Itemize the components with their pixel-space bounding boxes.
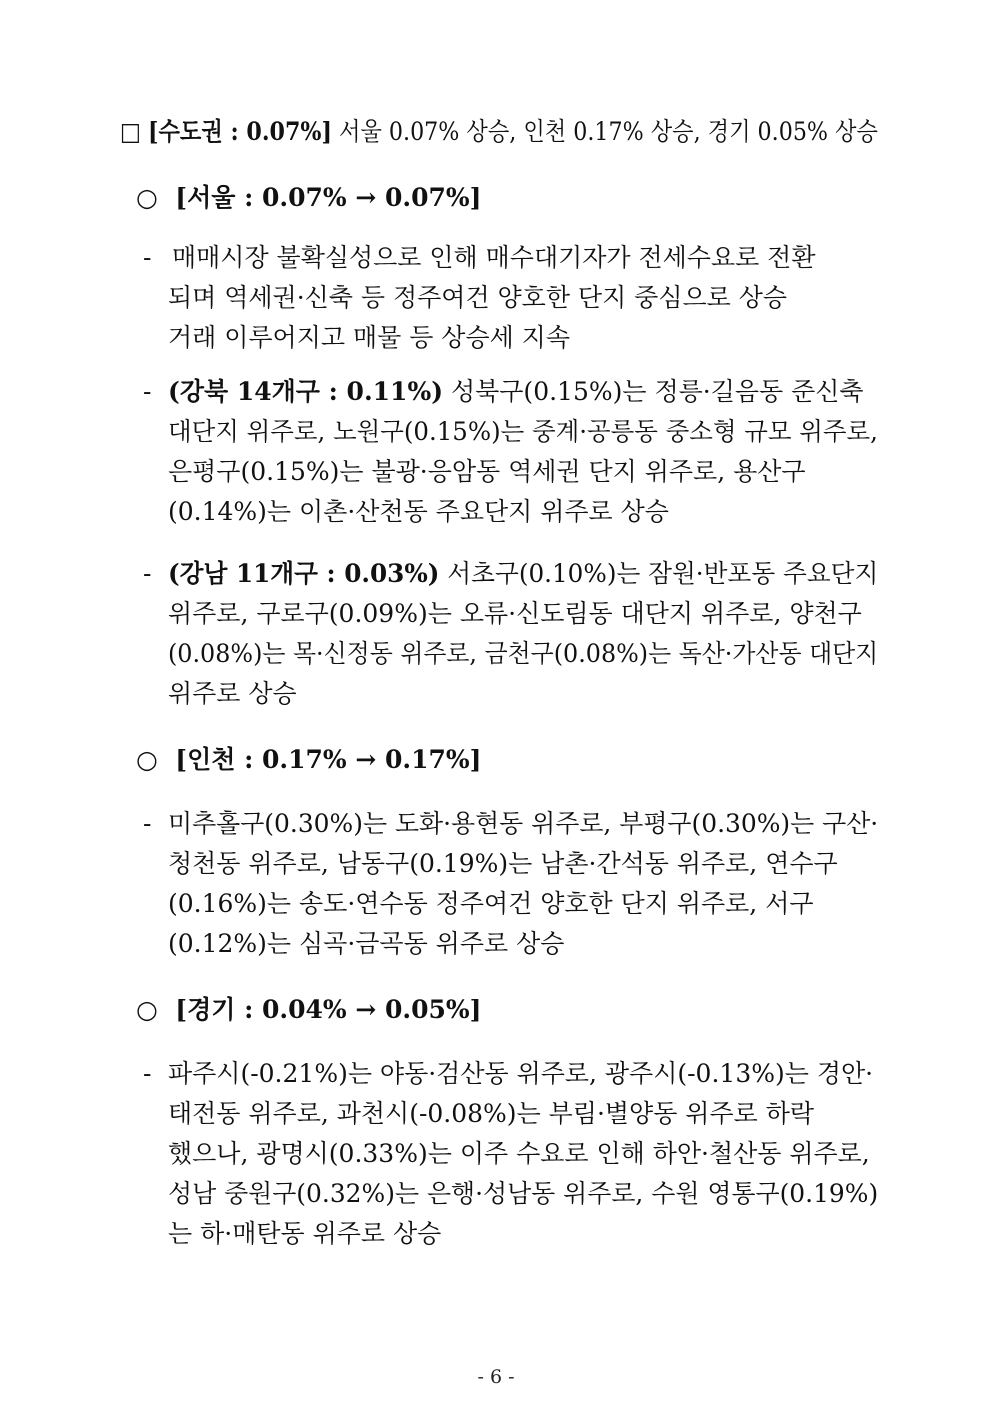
paragraph-line: 는 하·매탄동 위주로 상승 (168, 1219, 442, 1248)
paragraph-line: 청천동 위주로, 남동구(0.19%)는 남촌·간석동 위주로, 연수구 (168, 849, 838, 878)
summary-line (120, 116, 878, 148)
paragraph-line: 은평구(0.15%)는 불광·응암동 역세권 단지 위주로, 용산구 (168, 457, 806, 486)
dash-glyph: - (143, 243, 152, 272)
incheon-heading: ○ [인천 : 0.17% → 0.17%] (136, 745, 482, 774)
district-label: (강남 11개구 : 0.03%) (168, 559, 440, 588)
dash-glyph: - (143, 559, 152, 588)
paragraph-line: 대단지 위주로, 노원구(0.15%)는 중계·공릉동 중소형 규모 위주로, (168, 417, 878, 446)
paragraph-line: (0.14%)는 이촌·산천동 주요단지 위주로 상승 (168, 497, 669, 526)
region-label: [수도권 : 0.07%] (148, 117, 332, 146)
page-number: - 6 - (477, 1366, 515, 1388)
dash-glyph: - (143, 1059, 152, 1088)
paragraph-line: 태전동 위주로, 과천시(-0.08%)는 부림·별양동 위주로 하락 (168, 1099, 815, 1128)
paragraph-line: 성남 중원구(0.32%)는 은행·성남동 위주로, 수원 영통구(0.19%) (168, 1179, 879, 1208)
paragraph-line: 파주시(-0.21%)는 야동·검산동 위주로, 광주시(-0.13%)는 경안· (168, 1059, 874, 1088)
paragraph-line: 되며 역세권·신축 등 정주여건 양호한 단지 중심으로 상승 (168, 283, 788, 312)
bullet-glyph: ○ (136, 995, 158, 1024)
checkbox-glyph: □ (120, 117, 141, 146)
paragraph-line: 위주로 상승 (168, 679, 297, 708)
paragraph-line: 미추홀구(0.30%)는 도화·용현동 위주로, 부평구(0.30%)는 구산· (168, 809, 879, 838)
paragraph-line: (강북 14개구 : 0.11%) 성북구(0.15%)는 정릉·길음동 준신축 (168, 377, 864, 406)
paragraph-line: 거래 이루어지고 매물 등 상승세 지속 (168, 323, 570, 352)
paragraph-line: 위주로, 구로구(0.09%)는 오류·신도림동 대단지 위주로, 양천구 (168, 599, 862, 628)
bullet-glyph: ○ (136, 183, 158, 212)
paragraph-line: (강남 11개구 : 0.03%) 서초구(0.10%)는 잠원·반포동 주요단지 (168, 559, 879, 588)
dash-glyph: - (143, 809, 152, 838)
dash-glyph: - (143, 377, 152, 406)
paragraph-line: 했으나, 광명시(0.33%)는 이주 수요로 인해 하안·철산동 위주로, (168, 1139, 870, 1168)
gyeonggi-heading: ○ [경기 : 0.04% → 0.05%] (136, 995, 482, 1024)
seoul-heading: ○ [서울 : 0.07% → 0.07%] (136, 183, 482, 212)
bullet-glyph: ○ (136, 745, 158, 774)
paragraph-line: (0.12%)는 심곡·금곡동 위주로 상승 (168, 929, 565, 958)
summary-text: 서울 0.07% 상승, 인천 0.17% 상승, 경기 0.05% 상승 (339, 117, 878, 146)
paragraph-line: (0.08%)는 목·신정동 위주로, 금천구(0.08%)는 독산·가산동 대단지 (168, 639, 879, 668)
paragraph-line: 매매시장 불확실성으로 인해 매수대기자가 전세수요로 전환 (172, 243, 816, 272)
paragraph-line: (0.16%)는 송도·연수동 정주여건 양호한 단지 위주로, 서구 (168, 889, 814, 918)
district-label: (강북 14개구 : 0.11%) (168, 377, 444, 406)
